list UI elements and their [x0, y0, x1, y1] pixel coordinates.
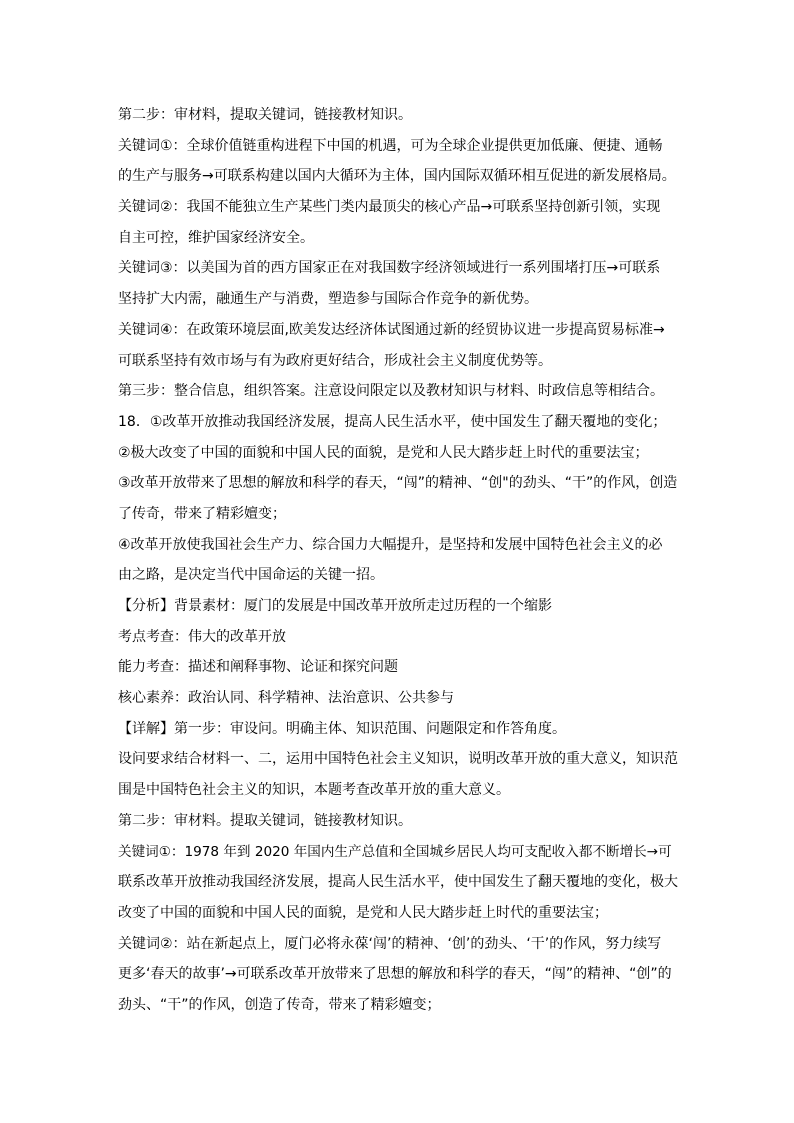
- text-line: 围是中国特色社会主义的知识，本题考查改革开放的重大意义。: [118, 782, 510, 799]
- document-body: [118, 100, 678, 1021]
- text-line: 【详解】第一步：审设问。明确主体、知识范围、问题限定和作答角度。: [118, 720, 566, 737]
- text-line: 关键词②：我国不能独立生产某些门类内最顶尖的核心产品→可联系坚持创新引领，实现: [118, 199, 661, 216]
- text-line: 由之路，是决定当代中国命运的关键一招。: [118, 567, 384, 584]
- text-line: ②极大改变了中国的面貌和中国人民的面貌，是党和人民大踏步赶上时代的重要法宝；: [118, 444, 649, 461]
- text-line: 更多‘春天的故事’→可联系改革开放带来了思想的解放和科学的春天，“闯”的精神、“创”的: [118, 966, 672, 983]
- text-line: 18．①改革开放推动我国经济发展，提高人民生活水平，使中国发生了翻天覆地的变化；: [118, 413, 667, 430]
- text-line: 能力考查：描述和阐释事物、论证和探究问题: [118, 659, 398, 676]
- text-line: 第三步：整合信息，组织答案。注意设问限定以及教材知识与材料、时政信息等相结合。: [118, 383, 664, 400]
- text-line: 关键词③：以美国为首的西方国家正在对我国数字经济领域进行一系列围堵打压→可联系: [118, 260, 661, 277]
- text-line: 可联系坚持有效市场与有为政府更好结合，形成社会主义制度优势等。: [118, 352, 552, 369]
- text-line: ④改革开放使我国社会生产力、综合国力大幅提升，是坚持和发展中国特色社会主义的必: [118, 536, 663, 553]
- text-line: 自主可控，维护国家经济安全。: [118, 229, 314, 246]
- text-line: 关键词①：1978 年到 2020 年国内生产总值和全国城乡居民人均可支配收入都不断增长→可: [118, 843, 672, 860]
- text-line: 第二步：审材料，提取关键词，链接教材知识。: [118, 107, 412, 123]
- text-line: 核心素养：政治认同、科学精神、法治意识、公共参与: [118, 690, 454, 707]
- text-line: 考点考查：伟大的改革开放: [118, 628, 286, 645]
- text-line: 联系改革开放推动我国经济发展，提高人民生活水平，使中国发生了翻天覆地的变化，极大: [118, 874, 678, 891]
- text-line: ③改革开放带来了思想的解放和科学的春天，“闯”的精神、“创"的劲头、“干”的作风，创造: [118, 475, 678, 492]
- text-line: 坚持扩大内需，融通生产与消费，塑造参与国际合作竞争的新优势。: [118, 291, 538, 308]
- text-line: 设问要求结合材料一、二，运用中国特色社会主义知识，说明改革开放的重大意义，知识范: [118, 751, 678, 768]
- text-line: 了传奇，带来了精彩嬗变；: [118, 505, 286, 522]
- text-line: 关键词②：站在新起点上，厦门必将永葆‘闯’的精神、‘创’的劲头、‘干’的作风，努力续写: [118, 935, 662, 952]
- text-line: 的生产与服务→可联系构建以国内大循环为主体，国内国际双循环相互促进的新发展格局。: [118, 168, 676, 185]
- text-line: 关键词④：在政策环境层面,欧美发达经济体试图通过新的经贸协议进一步提高贸易标准→: [118, 321, 665, 338]
- text-line: 劲头、“干”的作风，创造了传奇，带来了精彩嬗变；: [118, 996, 441, 1013]
- text-line: 第二步：审材料。提取关键词，链接教材知识。: [118, 812, 412, 829]
- text-line: 【分析】背景素材：厦门的发展是中国改革开放所走过历程的一个缩影: [118, 598, 552, 614]
- text-line: 关键词①：全球价值链重构进程下中国的机遇，可为全球企业提供更加低廉、便捷、通畅: [118, 137, 663, 154]
- text-line: 改变了中国的面貌和中国人民的面貌，是党和人民大踏步赶上时代的重要法宝；: [118, 904, 608, 921]
